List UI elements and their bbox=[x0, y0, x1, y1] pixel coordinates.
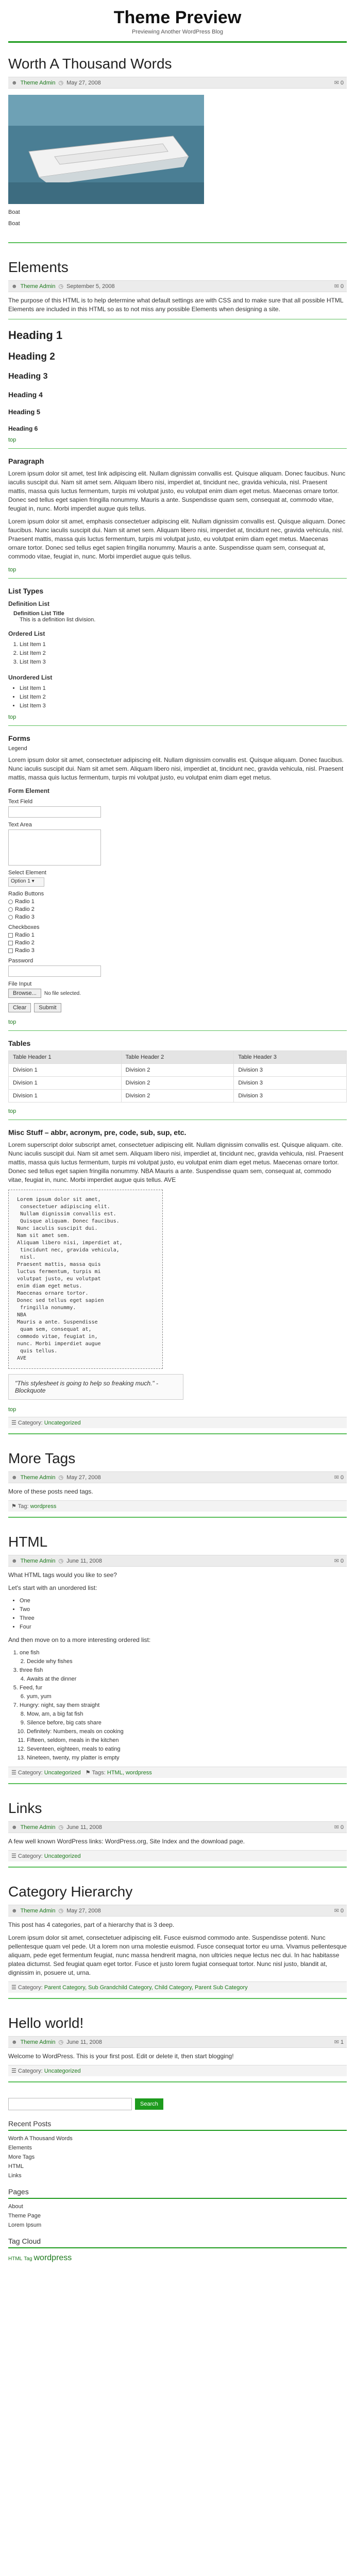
post-date: June 11, 2008 bbox=[66, 2039, 102, 2045]
list-item: • One bbox=[20, 1597, 347, 1605]
tag-cloud bbox=[8, 2251, 347, 2265]
checkbox-icon[interactable] bbox=[8, 933, 13, 938]
tag-link[interactable]: Tag bbox=[24, 2256, 32, 2262]
radio-icon[interactable] bbox=[8, 900, 13, 904]
divider bbox=[8, 725, 347, 726]
table-header: Table Header 3 bbox=[234, 1051, 347, 1064]
top-link[interactable]: top bbox=[8, 714, 16, 720]
field-label: Checkboxes bbox=[8, 924, 40, 930]
clock-icon: ◷ bbox=[58, 283, 64, 290]
select-dropdown[interactable]: Option 1 ▾ bbox=[8, 877, 44, 887]
chevron-down-icon: ▾ bbox=[31, 878, 35, 884]
category-link[interactable]: Parent Category, Sub Grandchild Category, Child Category, Parent Sub Category bbox=[44, 1985, 248, 1991]
subsection-title: Unordered List bbox=[8, 674, 53, 681]
checkbox-icon[interactable] bbox=[8, 948, 13, 953]
list-item: 3. List Item 3 bbox=[20, 658, 347, 667]
list-item: • Two bbox=[20, 1605, 347, 1614]
file-status: No file selected. bbox=[44, 990, 81, 996]
comment-icon: ✉ bbox=[334, 1475, 339, 1481]
clock-icon: ◷ bbox=[58, 2039, 64, 2045]
list-item: 10. Definitely: Numbers, meals on cooking bbox=[27, 1727, 347, 1736]
paragraph: Lorem ipsum dolor sit amet, consectetuer adipiscing elit. Nullam dignissim convallis est. Quisque aliquam. Donec faucibus. Nunc iaculis suscipit dui. Nam sit amet sem. Aliquam libero nisi, imperdiet at, tincidunt nec, gravida vehicula, nisl. Praesent mattis, massa quis luctus fermentum, turpis mi volutpat justo, eu volutpat enim diam eget metus. bbox=[8, 756, 344, 781]
ordered-list bbox=[20, 640, 347, 667]
comment-icon: ✉ bbox=[334, 80, 339, 86]
paragraph: Lorem ipsum dolor sit amet, test link adipiscing elit. Nullam dignissim convallis est. Quisque aliquam. Donec faucibus. Nunc iaculis suscipit dui. Nam sit amet sem. Aliquam libero nisi, imperdiet at, tincidunt nec, gravida vehicula, nisl. Praesent mattis, massa quis luctus fermentum, turpis mi volutpat justo, eu volutpat enim diam eget metus. Maecenas ornare tortor. Donec sed tellus eget sapien fringilla nonummy. Mauris a ante. Suspendisse quam sem, consequat at, commodo vitae, feugiat in, nunc. Morbi imperdiet augue quis tellus. bbox=[8, 470, 346, 512]
field-label: Text Field bbox=[8, 799, 33, 805]
paragraph: Let's start with an unordered list: bbox=[8, 1584, 97, 1591]
clear-button[interactable]: Clear bbox=[8, 1003, 31, 1012]
section-title: Paragraph bbox=[8, 457, 44, 465]
subsection-title: Form Element bbox=[8, 787, 50, 794]
recent-post-link[interactable]: Links bbox=[8, 2173, 22, 2179]
post-meta bbox=[8, 1471, 347, 1483]
list-item: 8. Mow, am, a big fat fish bbox=[27, 1710, 347, 1719]
site-description: Previewing Another WordPress Blog bbox=[131, 29, 224, 35]
table-row: Division 1 Division 2 Division 3 bbox=[9, 1090, 347, 1103]
page-link[interactable]: About bbox=[8, 2204, 23, 2210]
comment-icon: ✉ bbox=[334, 1824, 339, 1831]
search-form bbox=[8, 2098, 347, 2110]
post-date: May 27, 2008 bbox=[66, 1474, 101, 1481]
post-hello-world bbox=[8, 2014, 347, 2082]
widget-title: Recent Posts bbox=[8, 2117, 347, 2131]
author-link[interactable]: Theme Admin bbox=[20, 1474, 56, 1481]
author-link[interactable]: Theme Admin bbox=[20, 1824, 56, 1831]
boat-photo[interactable] bbox=[8, 95, 204, 204]
tag-link[interactable]: HTML, wordpress bbox=[107, 1770, 152, 1776]
list-item: 4. Awaits at the dinner bbox=[27, 1675, 347, 1684]
author-link[interactable]: Theme Admin bbox=[20, 2039, 56, 2045]
top-link[interactable]: top bbox=[8, 567, 16, 573]
site-title[interactable]: Theme Preview bbox=[113, 8, 242, 27]
heading-2: Heading 2 bbox=[8, 351, 55, 362]
list-item: 3. three fish bbox=[20, 1666, 347, 1675]
list-item: 2. List Item 2 bbox=[20, 649, 347, 658]
password-field[interactable] bbox=[8, 965, 101, 977]
list-item: 7. Hungry: night, say them straight bbox=[20, 1701, 347, 1710]
divider bbox=[8, 578, 347, 579]
preformatted-code: Lorem ipsum dolor sit amet, consectetuer adipiscing elit. Nullam dignissim convallis est. Quisque aliquam. Donec faucibus. Nunc iaculis suscipit dui. Nam sit amet sem. Aliquam libero nisi, imperdiet at, tincidunt nec, gravida vehicula, nisl. Praesent mattis, massa quis luctus fermentum, turpis mi volutpat justo, eu volutpat enim diam eget metus. Maecenas ornare tortor. Donec sed tellus eget sapien fringilla nonummy. NBA Mauris a ante. Suspendisse quam sem, consequat at, commodo vitae, feugiat in, nunc. Morbi imperdiet augue quis tellus. AVE bbox=[8, 1190, 163, 1369]
top-link[interactable]: top bbox=[8, 437, 16, 443]
post-meta bbox=[8, 77, 347, 89]
list-item: • List Item 3 bbox=[20, 702, 347, 710]
tag-link[interactable]: wordpress bbox=[30, 1503, 57, 1510]
comments-link[interactable]: ✉ 0 bbox=[334, 1558, 344, 1564]
blockquote: "This stylesheet is going to help so freaking much." -Blockquote bbox=[8, 1374, 183, 1400]
checkbox-option[interactable]: Radio 3 bbox=[8, 947, 347, 954]
site-header bbox=[8, 0, 347, 41]
heading-1: Heading 1 bbox=[8, 329, 63, 342]
post-title[interactable]: Hello world! bbox=[8, 2015, 84, 2031]
author-link[interactable]: Theme Admin bbox=[20, 1557, 56, 1564]
list-item: • Four bbox=[20, 1623, 347, 1632]
user-icon: ☻ bbox=[11, 283, 18, 290]
definition-term: Definition List Title bbox=[13, 611, 64, 617]
post-category: ☰ Category: Uncategorized bbox=[8, 1417, 347, 1428]
recent-post-link[interactable]: Worth A Thousand Words bbox=[8, 2136, 73, 2142]
user-icon: ☻ bbox=[11, 1474, 18, 1481]
folder-icon: ☰ bbox=[11, 1770, 16, 1776]
author-link[interactable]: Theme Admin bbox=[20, 79, 56, 86]
list-item: 1. one fish bbox=[20, 1649, 347, 1657]
radio-icon[interactable] bbox=[8, 915, 13, 920]
form-legend: Legend bbox=[8, 745, 27, 752]
comments-link[interactable]: ✉ 0 bbox=[334, 1824, 344, 1831]
list-item: • List Item 2 bbox=[20, 693, 347, 702]
heading-3: Heading 3 bbox=[8, 372, 48, 381]
paragraph[interactable]: A few well known WordPress links: WordPress.org, Site Index and the download page. bbox=[8, 1838, 245, 1845]
comments-link[interactable]: ✉ 1 bbox=[334, 2039, 344, 2045]
post-title[interactable]: Links bbox=[8, 1800, 42, 1816]
comment-icon: ✉ bbox=[334, 283, 339, 290]
list-item: 11. Fifteen, seldom, meals in the kitchen bbox=[27, 1736, 347, 1745]
section-title: Forms bbox=[8, 734, 30, 742]
comments-link[interactable]: ✉ 0 bbox=[334, 1908, 344, 1914]
checkbox-icon[interactable] bbox=[8, 941, 13, 945]
paragraph: And then move on to a more interesting ordered list: bbox=[8, 1636, 151, 1643]
post-category: ☰ Category: Uncategorized bbox=[8, 1850, 347, 1861]
radio-icon[interactable] bbox=[8, 907, 13, 912]
unordered-list bbox=[20, 1597, 347, 1632]
comment-icon: ✉ bbox=[334, 1558, 339, 1564]
list-item: 1. List Item 1 bbox=[20, 640, 347, 649]
table-row: Division 1 Division 2 Division 3 bbox=[9, 1064, 347, 1077]
clock-icon: ◷ bbox=[58, 1824, 64, 1831]
comment-icon: ✉ bbox=[334, 1908, 339, 1914]
tag-icon: ⚑ bbox=[11, 1503, 16, 1510]
checkbox-option[interactable]: Radio 2 bbox=[8, 940, 347, 946]
top-link[interactable]: top bbox=[8, 1108, 16, 1114]
radio-option[interactable]: Radio 2 bbox=[8, 906, 347, 912]
user-icon: ☻ bbox=[11, 2039, 18, 2045]
recent-post-link[interactable]: Elements bbox=[8, 2145, 32, 2151]
field-label: Select Element bbox=[8, 870, 46, 876]
list-item: 2. Decide why fishes bbox=[27, 1657, 347, 1666]
divider bbox=[8, 1030, 347, 1031]
unordered-list bbox=[20, 684, 347, 710]
user-icon: ☻ bbox=[11, 1824, 18, 1831]
radio-option[interactable]: Radio 1 bbox=[8, 899, 347, 905]
post-links bbox=[8, 1800, 347, 1868]
paragraph: Welcome to WordPress. This is your first post. Edit or delete it, then start blogging! bbox=[8, 2053, 234, 2060]
paragraph: Lorem superscript dolor subscript amet, consectetuer adipiscing elit. Nullam dignissim convallis est. Quisque aliquam. cite. Nunc iaculis suscipit dui. Nam sit amet sem. Aliquam libero nisi, imperdiet at, tincidunt nec, gravida vehicula, nisl. Praesent mattis, massa quis luctus fermentum, turpis mi volutpat justo, eu volutpat enim diam eget metus. Maecenas ornare tortor. Donec sed tellus eget sapien fringilla nonummy. NBA Mauris a ante. Suspendisse quam sem, consequat at, commodo vitae, feugiat in, nunc. Morbi imperdiet augue quis tellus. AVE bbox=[8, 1141, 344, 1183]
recent-post-link[interactable]: More Tags bbox=[8, 2154, 35, 2160]
list-item: 6. yum, yum bbox=[27, 1692, 347, 1701]
tag-link[interactable]: wordpress bbox=[33, 2253, 72, 2262]
checkbox-option[interactable]: Radio 1 bbox=[8, 932, 347, 938]
category-link[interactable]: Uncategorized bbox=[44, 1853, 81, 1859]
category-link[interactable]: Uncategorized bbox=[44, 1420, 81, 1426]
post-tags: ⚑ Tag: wordpress bbox=[8, 1500, 347, 1512]
user-icon: ☻ bbox=[11, 1557, 18, 1564]
paragraph: Lorem ipsum dolor sit amet, emphasis consectetuer adipiscing elit. Nullam dignissim convallis est. Quisque aliquam. Donec faucibus. Nunc iaculis suscipit dui. Nam sit amet sem. Aliquam libero nisi, imperdiet at, tincidunt nec, gravida vehicula, nisl. Praesent mattis, massa quis luctus fermentum, turpis mi volutpat justo, eu volutpat enim diam eget metus. Maecenas ornare tortor. Donec sed tellus eget sapien fringilla nonummy. Mauris a ante. Suspendisse quam sem, consequat at, commodo vitae, feugiat in, nunc. Morbi imperdiet augue quis tellus. bbox=[8, 518, 346, 560]
divider bbox=[8, 448, 347, 449]
post-date: June 11, 2008 bbox=[66, 1824, 102, 1831]
table-header: Table Header 1 bbox=[9, 1051, 122, 1064]
caption-line: Boat bbox=[8, 221, 20, 227]
search-button[interactable]: Search bbox=[135, 2098, 163, 2110]
list-item: 13. Nineteen, twenty, my platter is empty bbox=[27, 1754, 347, 1762]
post-category: ☰ Category: Uncategorized bbox=[8, 2065, 347, 2076]
tag-icon: ⚑ bbox=[85, 1770, 91, 1776]
post-html bbox=[8, 1533, 347, 1784]
table-row: Division 1 Division 2 Division 3 bbox=[9, 1077, 347, 1090]
post-title[interactable]: Elements bbox=[8, 259, 69, 275]
widget-title: Pages bbox=[8, 2185, 347, 2199]
search-input[interactable] bbox=[8, 2098, 132, 2110]
section-title: Tables bbox=[8, 1039, 31, 1047]
post-elements bbox=[8, 259, 347, 1434]
category-link[interactable]: Uncategorized bbox=[44, 2068, 81, 2074]
caption-line: Boat bbox=[8, 209, 20, 215]
post-category-hierarchy bbox=[8, 1883, 347, 1999]
folder-icon: ☰ bbox=[11, 1420, 16, 1426]
post-worth-a-thousand-words bbox=[8, 55, 347, 243]
post-date: May 27, 2008 bbox=[66, 79, 101, 86]
post-title[interactable]: Category Hierarchy bbox=[8, 1884, 133, 1900]
sidebar bbox=[8, 2098, 347, 2265]
post-title[interactable]: More Tags bbox=[8, 1450, 76, 1466]
field-label: Text Area bbox=[8, 822, 32, 828]
post-title[interactable]: HTML bbox=[8, 1534, 48, 1550]
comments-link[interactable]: ✉ 0 bbox=[334, 80, 344, 86]
heading-6: Heading 6 bbox=[8, 425, 38, 432]
folder-icon: ☰ bbox=[11, 1985, 16, 1991]
demo-table bbox=[8, 1050, 347, 1103]
tag-link[interactable]: HTML bbox=[8, 2256, 23, 2262]
post-date: September 5, 2008 bbox=[66, 283, 115, 290]
folder-icon: ☰ bbox=[11, 1853, 16, 1859]
paragraph: What HTML tags would you like to see? bbox=[8, 1571, 117, 1579]
paragraph: Lorem ipsum dolor sit amet, consectetuer adipiscing elit. Fusce euismod commodo ante. Suspendisse potenti. Nunc pellentesque quam vel pede. Ut a lorem non urna molestie euismod. Fusce consequat tortor eu urna. Vivamus pellentesque aliquam, pede eget fermentum feugiat, nunc massa hendrerit magna, non ultricies neque lectus nec dui. In hac habitasse platea dictumst. Sed feugiat quam eget tortor. Fusce et justo lorem fugiat consequat tortor. Nunc nisl justo, blandit at, dignissim in, posuere ut, urna. bbox=[8, 1934, 347, 1976]
text-area[interactable] bbox=[8, 829, 101, 866]
ordered-list bbox=[20, 1649, 347, 1762]
top-link[interactable]: top bbox=[8, 1019, 16, 1025]
clock-icon: ◷ bbox=[58, 1558, 64, 1564]
field-label: File Input bbox=[8, 981, 32, 987]
subsection-title: Ordered List bbox=[8, 630, 45, 637]
list-item: • List Item 1 bbox=[20, 684, 347, 693]
list-item: 5. Feed, fur bbox=[20, 1684, 347, 1692]
user-icon: ☻ bbox=[11, 79, 18, 86]
post-date: June 11, 2008 bbox=[66, 1557, 102, 1564]
user-icon: ☻ bbox=[11, 1907, 18, 1914]
comments-link[interactable]: ✉ 0 bbox=[334, 1475, 344, 1481]
text-field[interactable] bbox=[8, 806, 101, 818]
heading-5: Heading 5 bbox=[8, 408, 41, 416]
radio-option[interactable]: Radio 3 bbox=[8, 914, 347, 920]
list-item: • Three bbox=[20, 1614, 347, 1623]
intro-text: The purpose of this HTML is to help determine what default settings are with CSS and to make sure that all possible HTML Elements are included in this HTML so as to not miss any possible Elements when designing a site. bbox=[8, 297, 344, 313]
clock-icon: ◷ bbox=[58, 80, 64, 86]
post-date: May 27, 2008 bbox=[66, 1907, 101, 1914]
post-meta bbox=[8, 1905, 347, 1917]
definition-desc: This is a definition list division. bbox=[20, 617, 96, 623]
comment-icon: ✉ bbox=[334, 2039, 339, 2045]
post-category: ☰ Category: Parent Category, Sub Grandchild Category, Child Category, Parent Sub Category bbox=[8, 1981, 347, 1993]
section-title: Misc Stuff – abbr, acronym, pre, code, sub, sup, etc. bbox=[8, 1128, 187, 1137]
author-link[interactable]: Theme Admin bbox=[20, 1907, 56, 1914]
folder-icon: ☰ bbox=[11, 2068, 16, 2074]
comments-link[interactable]: ✉ 0 bbox=[334, 283, 344, 290]
clock-icon: ◷ bbox=[58, 1475, 64, 1481]
field-label: Radio Buttons bbox=[8, 891, 44, 897]
paragraph: This post has 4 categories, part of a hierarchy that is 3 deep. bbox=[8, 1921, 175, 1928]
submit-button[interactable]: Submit bbox=[34, 1003, 61, 1012]
list-item: 9. Silence before, big cats share bbox=[27, 1719, 347, 1727]
post-title[interactable]: Worth A Thousand Words bbox=[8, 56, 172, 72]
author-link[interactable]: Theme Admin bbox=[20, 283, 56, 290]
table-header: Table Header 2 bbox=[121, 1051, 234, 1064]
post-meta bbox=[8, 2036, 347, 2048]
widget-title: Tag Cloud bbox=[8, 2235, 347, 2248]
field-label: Password bbox=[8, 958, 33, 964]
paragraph: More of these posts need tags. bbox=[8, 1488, 93, 1495]
post-meta bbox=[8, 1821, 347, 1833]
browse-button[interactable]: Browse... bbox=[8, 989, 41, 998]
heading-4: Heading 4 bbox=[8, 391, 43, 399]
section-title: List Types bbox=[8, 587, 44, 595]
clock-icon: ◷ bbox=[58, 1908, 64, 1914]
page-link[interactable]: Theme Page bbox=[8, 2213, 41, 2219]
post-meta bbox=[8, 1555, 347, 1567]
post-meta bbox=[8, 280, 347, 292]
subsection-title: Definition List bbox=[8, 600, 49, 607]
post-category: ☰ Category: Uncategorized ⚑ Tags: HTML, wordpress bbox=[8, 1767, 347, 1778]
header-divider bbox=[8, 41, 347, 43]
list-item: 12. Seventeen, eighteen, meals to eating bbox=[27, 1745, 347, 1754]
post-more-tags bbox=[8, 1450, 347, 1518]
page-link[interactable]: Lorem Ipsum bbox=[8, 2222, 42, 2228]
category-link[interactable]: Uncategorized bbox=[44, 1770, 81, 1776]
recent-post-link[interactable]: HTML bbox=[8, 2163, 24, 2170]
top-link[interactable]: top bbox=[8, 1406, 16, 1413]
